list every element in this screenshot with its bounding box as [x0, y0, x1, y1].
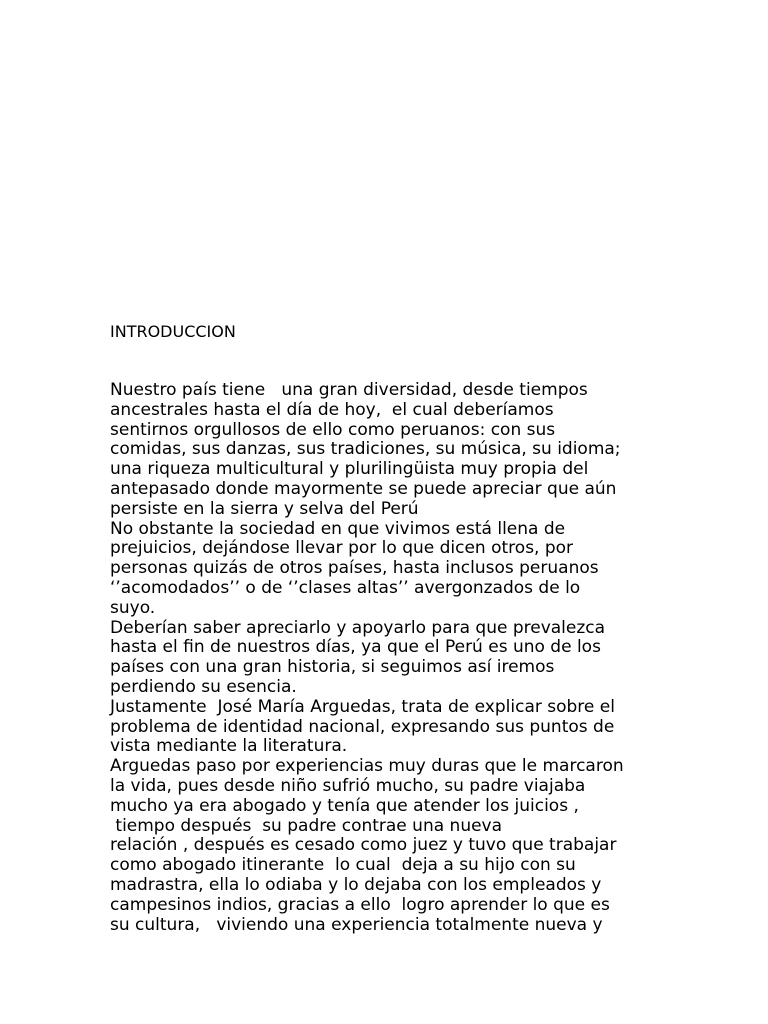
text-line: problema de identidad nacional, expresando sus puntos de	[110, 716, 615, 737]
text-line: tiempo después su padre contrae una nueva	[110, 815, 503, 836]
text-line: suyo.	[110, 597, 156, 618]
text-line: relación , después es cesado como juez y tuvo que trabajar	[110, 835, 617, 856]
text-line: Nuestro país tiene una gran diversidad, desde tiempos	[110, 380, 588, 400]
text-line: sentirnos orgullosos de ello como peruanos: con sus	[110, 419, 556, 440]
text-line: ancestrales hasta el día de hoy, el cual deberíamos	[110, 399, 554, 420]
text-line: perdiendo su esencia.	[110, 676, 297, 697]
text-line: persiste en la sierra y selva del Perú	[110, 498, 419, 519]
text-line: vista mediante la literatura.	[110, 736, 348, 757]
text-line: una riqueza multicultural y plurilingüista muy propia del	[110, 459, 589, 480]
text-line: campesinos indios, gracias a ello logro aprender lo que es	[110, 894, 610, 915]
text-line: antepasado donde mayormente se puede apreciar que aún	[110, 478, 617, 499]
text-line: ‘’acomodados’’ o de ‘’clases altas’’ avergonzados de lo	[110, 577, 581, 598]
text-line: la vida, pues desde niño sufrió mucho, su padre viajaba	[110, 775, 586, 796]
text-line: como abogado itinerante lo cual deja a su hijo con su	[110, 855, 576, 876]
text-line: su cultura, viviendo una experiencia totalmente nueva y	[110, 914, 603, 935]
document-body	[110, 381, 760, 935]
text-line: No obstante la sociedad en que vivimos está llena de	[110, 518, 566, 539]
text-line: Justamente José María Arguedas, trata de explicar sobre el	[110, 696, 615, 717]
document-heading: INTRODUCCION	[110, 322, 236, 341]
text-line: prejuicios, dejándose llevar por lo que dicen otros, por	[110, 538, 574, 559]
text-line: hasta el fin de nuestros días, ya que el Perú es uno de los	[110, 637, 601, 658]
text-line: Arguedas paso por experiencias muy duras que le marcaron	[110, 756, 624, 777]
text-line: madrastra, ella lo odiaba y lo dejaba con los empleados y	[110, 874, 602, 895]
text-line: mucho ya era abogado y tenía que atender los juicios ,	[110, 795, 579, 816]
text-line: personas quizás de otros países, hasta inclusos peruanos	[110, 558, 599, 579]
text-line: Deberían saber apreciarlo y apoyarlo para que prevalezca	[110, 617, 606, 638]
text-line: países con una gran historia, si seguimos así iremos	[110, 657, 555, 678]
text-line: comidas, sus danzas, sus tradiciones, su música, su idioma;	[110, 439, 621, 460]
